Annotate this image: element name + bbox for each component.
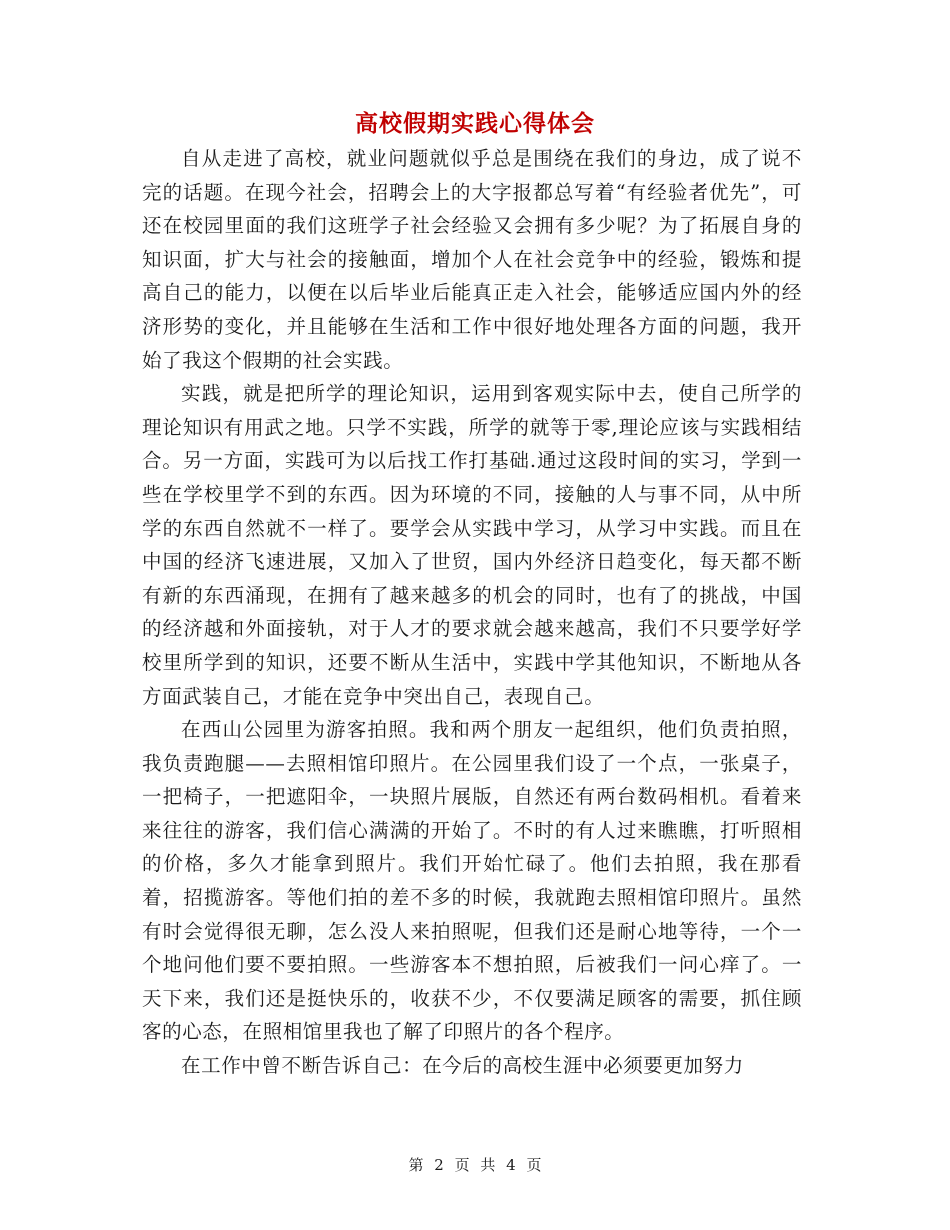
document-body [142, 142, 802, 1083]
page-footer: 第 2 页 共 4 页 [408, 1156, 542, 1174]
paragraph-3: 在西山公园里为游客拍照。我和两个朋友一起组织，他们负责拍照，我负责跑腿——去照相馆印照片。在公园里我们设了一个点，一张桌子，一把椅子，一把遮阳伞，一块照片展版，自然还有两台数码相机。看着来来往往的游客，我们信心满满的开始了。不时的有人过来瞧瞧，打听照相的价格，多久才能拿到照片。我们开始忙碌了。他们去拍照，我在那看着，招揽游客。等他们拍的差不多的时候，我就跑去照相馆印照片。虽然有时会觉得很无聊，怎么没人来拍照呢，但我们还是耐心地等待，一个一个地问他们要不要拍照。一些游客本不想拍照，后被我们一问心痒了。一天下来，我们还是挺快乐的，收获不少，不仅要满足顾客的需要，抓住顾客的心态，在照相馆里我也了解了印照片的各个程序。 [142, 718, 802, 1044]
document-title: 高校假期实践心得体会 [355, 110, 595, 137]
paragraph-4: 在工作中曾不断告诉自己：在今后的高校生涯中必须要更加努力 [181, 1054, 744, 1078]
paragraph-1: 自从走进了高校，就业问题就似乎总是围绕在我们的身边，成了说不完的话题。在现今社会，招聘会上的大字报都总写着“有经验者优先”，可还在校园里面的我们这班学子社会经验又会拥有多少呢？为了拓展自身的知识面，扩大与社会的接触面，增加个人在社会竞争中的经验，锻炼和提高自己的能力，以便在以后毕业后能真正走入社会，能够适应国内外的经济形势的变化，并且能够在生活和工作中很好地处理各方面的问题，我开始了我这个假期的社会实践。 [142, 147, 802, 372]
paragraph-2: 实践，就是把所学的理论知识，运用到客观实际中去，使自己所学的理论知识有用武之地。只学不实践，所学的就等于零,理论应该与实践相结合。另一方面，实践可为以后找工作打基础.通过这段时间的实习，学到一些在学校里学不到的东西。因为环境的不同，接触的人与事不同，从中所学的东西自然就不一样了。要学会从实践中学习，从学习中实践。而且在中国的经济飞速进展，又加入了世贸，国内外经济日趋变化，每天都不断有新的东西涌现，在拥有了越来越多的机会的同时，也有了的挑战，中国的经济越和外面接轨，对于人才的要求就会越来越高，我们不只要学好学校里所学到的知识，还要不断从生活中，实践中学其他知识，不断地从各方面武装自己，才能在竞争中突出自己，表现自己。 [142, 382, 802, 708]
